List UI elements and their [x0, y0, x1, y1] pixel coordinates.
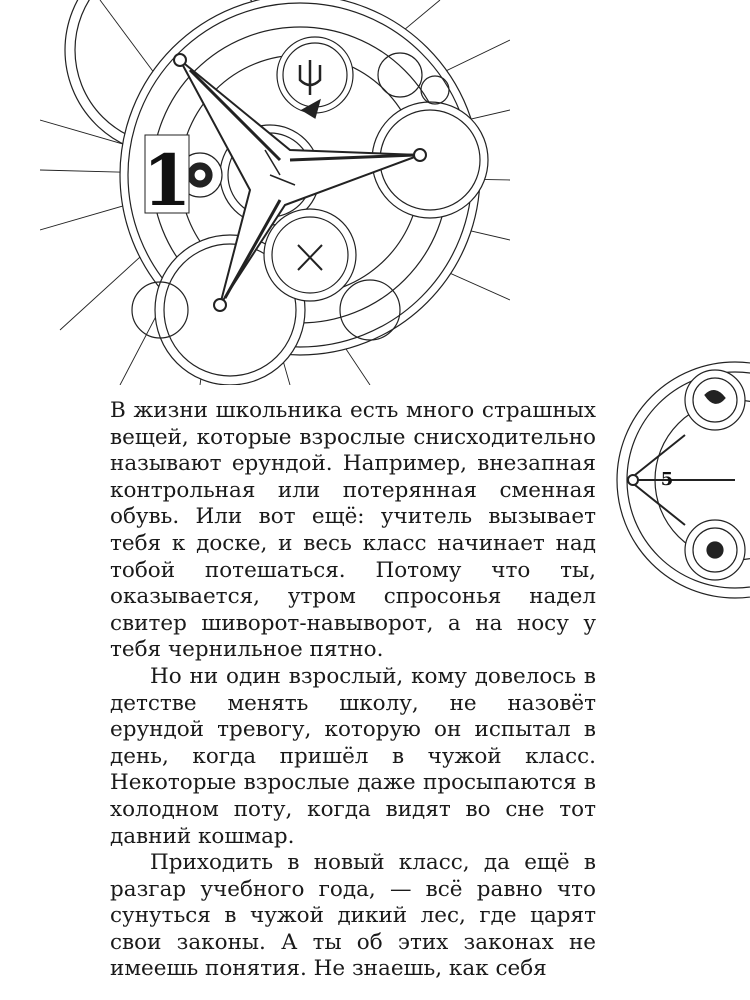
clockwork-illustration: [40, 0, 510, 385]
paragraph-1: В жизни школьника есть много страшных вещей, которые взрослые снисходительно называют ерундой. Например, внезапная контрольная или потерянная сменная обувь. Или вот ещё: учитель вызывает тебя к доске, и весь класс начинает над тобой потешаться. Потому что ты, оказывается, утром спросонья надел свитер шиворот-навыворот, а на носу у тебя чернильное пятно.: [110, 398, 596, 663]
paragraph-3: Приходить в новый класс, да ещё в разгар учебного года, — всё равно что сунуться в чужой дикий лес, где царят свои законы. А ты об этих законах не имеешь понятия. Не знаешь, как себя: [110, 850, 596, 982]
side-clockwork-illustration: [615, 340, 750, 610]
paragraph-2: Но ни один взрослый, кому довелось в детстве менять школу, не назовёт ерундой тревогу, которую он испытал в день, когда пришёл в чужой класс. Некоторые взрослые даже просыпаются в холодном поту, когда видят во сне тот давний кошмар.: [110, 663, 596, 849]
body-text: [110, 398, 596, 983]
side-numeral: 5: [660, 469, 674, 490]
chapter-numeral: 1: [142, 139, 192, 222]
